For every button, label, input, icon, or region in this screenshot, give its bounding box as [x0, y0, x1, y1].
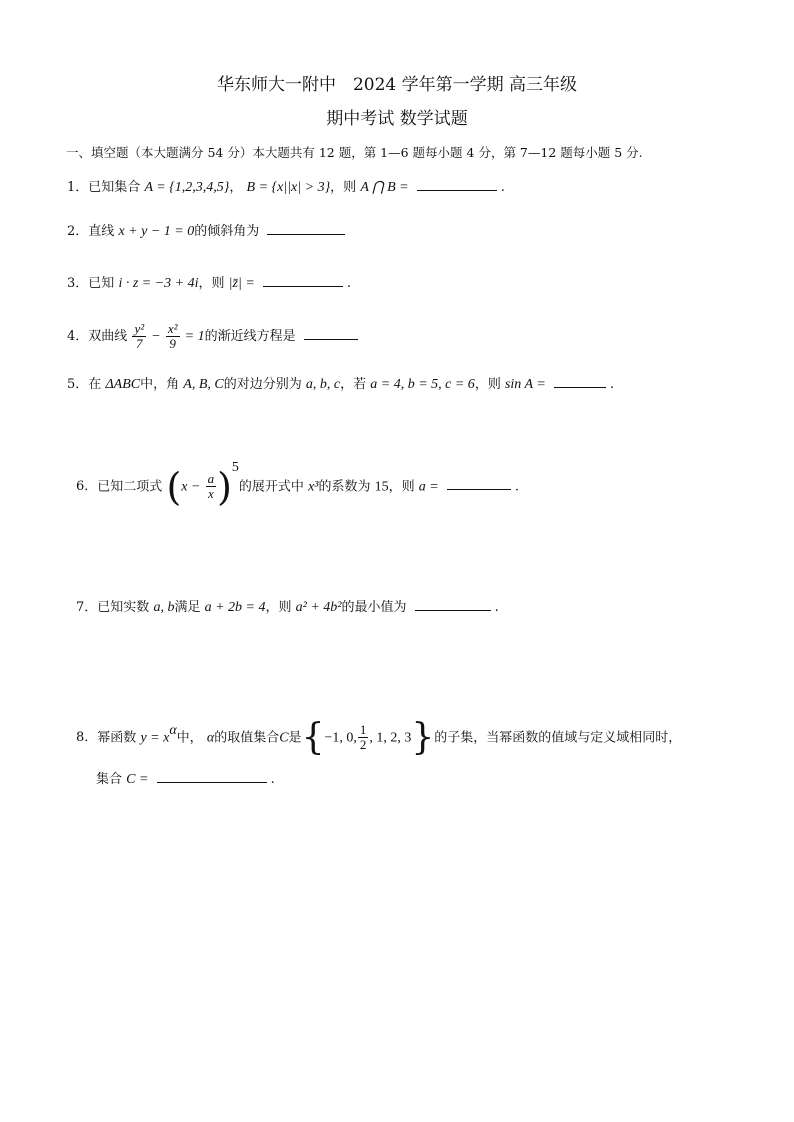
question-text: 直线 — [88, 224, 115, 239]
question-number: 8． — [76, 730, 98, 746]
exponent: 5 — [231, 460, 239, 475]
question-text: . — [514, 479, 520, 495]
section-heading: 一、填空题（本大题满分 54 分）本大题共有 12 题，第 1—6 题每小题 4 分，第 7—12 题每小题 5 分. — [66, 145, 643, 160]
question-text: . — [500, 180, 505, 195]
question-text: 的系数为 — [318, 479, 371, 495]
math-expression: |z̄| = — [228, 276, 255, 291]
math-expression: A = {1,2,3,4,5} — [144, 180, 230, 195]
fraction — [206, 472, 217, 501]
question-text: ，则 — [388, 479, 415, 495]
fraction-denominator: x — [207, 486, 214, 502]
question-2 — [67, 220, 349, 242]
right-brace: } — [411, 716, 435, 758]
fraction-denominator: 9 — [169, 336, 176, 351]
question-text: . — [494, 600, 499, 615]
math-expression: ΔABC — [105, 377, 141, 392]
question-text: ，则 — [265, 600, 292, 615]
question-number: 1． — [67, 180, 89, 195]
math-expression: C = — [126, 772, 149, 787]
question-text: 已知 — [88, 276, 115, 291]
question-text: . — [346, 276, 352, 291]
math-expression: a + 2b = 4 — [204, 600, 266, 615]
math-expression: = 1 — [184, 329, 205, 344]
question-7 — [76, 596, 499, 618]
question-text: 在 — [88, 377, 102, 392]
question-4 — [67, 322, 362, 351]
fraction-denominator: 2 — [359, 737, 367, 753]
math-expression: a² + 4b² — [295, 600, 342, 615]
math-expression: a = 4, b = 5, c = 6 — [370, 377, 475, 392]
exam-subtitle: 期中考试 数学试题 — [326, 109, 468, 129]
question-text: 的展开式中 — [238, 479, 304, 495]
question-8-continued — [96, 768, 275, 790]
math-operator: − — [151, 329, 161, 344]
fraction — [358, 723, 369, 752]
math-expression: A ⋂ B = — [360, 180, 409, 195]
question-text: ，则 — [474, 377, 501, 392]
question-text: 的渐近线方程是 — [204, 329, 296, 344]
exponent: α — [169, 723, 177, 738]
answer-blank[interactable] — [415, 596, 491, 611]
math-expression: B = {x||x| > 3} — [246, 180, 331, 195]
fraction-denominator: 7 — [136, 336, 143, 351]
question-6 — [76, 460, 520, 509]
fraction-numerator: a — [207, 471, 215, 487]
question-text: 的子集，当幂函数的值域与定义域相同时， — [434, 730, 682, 746]
math-expression: y = x — [140, 730, 170, 746]
math-expression: a = — [418, 479, 439, 495]
answer-blank[interactable] — [417, 176, 497, 191]
fraction-numerator: y² — [134, 321, 145, 336]
math-expression: a, b — [153, 600, 175, 615]
question-text: 中， — [176, 730, 203, 746]
question-text: 的最小值为 — [341, 600, 407, 615]
question-1 — [67, 176, 505, 198]
math-expression: 15 — [374, 479, 389, 495]
question-text: . — [609, 377, 615, 392]
question-text: 已知实数 — [97, 600, 150, 615]
question-text: 已知集合 — [88, 180, 141, 195]
question-text: ，则 — [330, 180, 357, 195]
question-number: 7． — [76, 600, 98, 615]
question-text: ，若 — [340, 377, 367, 392]
math-expression: x − — [181, 479, 201, 495]
answer-blank[interactable] — [447, 475, 511, 490]
question-number: 3． — [67, 276, 89, 291]
math-expression: C — [279, 730, 289, 746]
question-3 — [67, 272, 351, 294]
question-text: 中，角 — [140, 377, 180, 392]
question-text: 双曲线 — [88, 329, 128, 344]
question-text: ， — [229, 180, 243, 195]
math-expression: i · z = −3 + 4i — [118, 276, 199, 291]
math-expression: a, b, c — [305, 377, 341, 392]
fraction-numerator: 1 — [359, 722, 367, 738]
right-paren: ) — [217, 464, 232, 509]
math-expression: A, B, C — [183, 377, 224, 392]
left-brace: { — [301, 716, 325, 758]
question-text: 是 — [288, 730, 302, 746]
fraction — [166, 322, 180, 351]
question-text: 的倾斜角为 — [194, 224, 260, 239]
question-text: ，则 — [198, 276, 225, 291]
question-text: 幂函数 — [97, 730, 137, 746]
question-text: 的对边分别为 — [223, 377, 302, 392]
math-expression: −1, 0, — [324, 730, 357, 746]
fraction — [132, 322, 146, 351]
question-number: 2． — [67, 224, 89, 239]
left-paren: ( — [166, 464, 182, 509]
question-text: . — [270, 772, 275, 787]
question-text: 的取值集合 — [214, 730, 280, 746]
question-text: 已知二项式 — [97, 479, 163, 495]
question-text: 满足 — [174, 600, 201, 615]
exam-title: 华东师大一附中 2024 学年第一学期 高三年级 — [216, 75, 578, 95]
question-5 — [67, 373, 614, 395]
answer-blank[interactable] — [267, 220, 345, 235]
math-expression: α — [206, 730, 215, 746]
question-8 — [76, 716, 682, 758]
math-expression: x³ — [308, 479, 319, 495]
question-number: 6． — [76, 479, 98, 495]
question-text: 集合 — [96, 772, 123, 787]
fraction-numerator: x² — [167, 321, 178, 336]
answer-blank[interactable] — [304, 325, 358, 340]
math-expression: x + y − 1 = 0 — [118, 224, 195, 239]
question-number: 5． — [67, 377, 89, 392]
answer-blank[interactable] — [554, 373, 606, 388]
math-expression: , 1, 2, 3 — [369, 730, 412, 746]
question-number: 4． — [67, 329, 89, 344]
answer-blank[interactable] — [157, 768, 267, 783]
math-expression: sin A = — [504, 377, 546, 392]
answer-blank[interactable] — [263, 272, 343, 287]
